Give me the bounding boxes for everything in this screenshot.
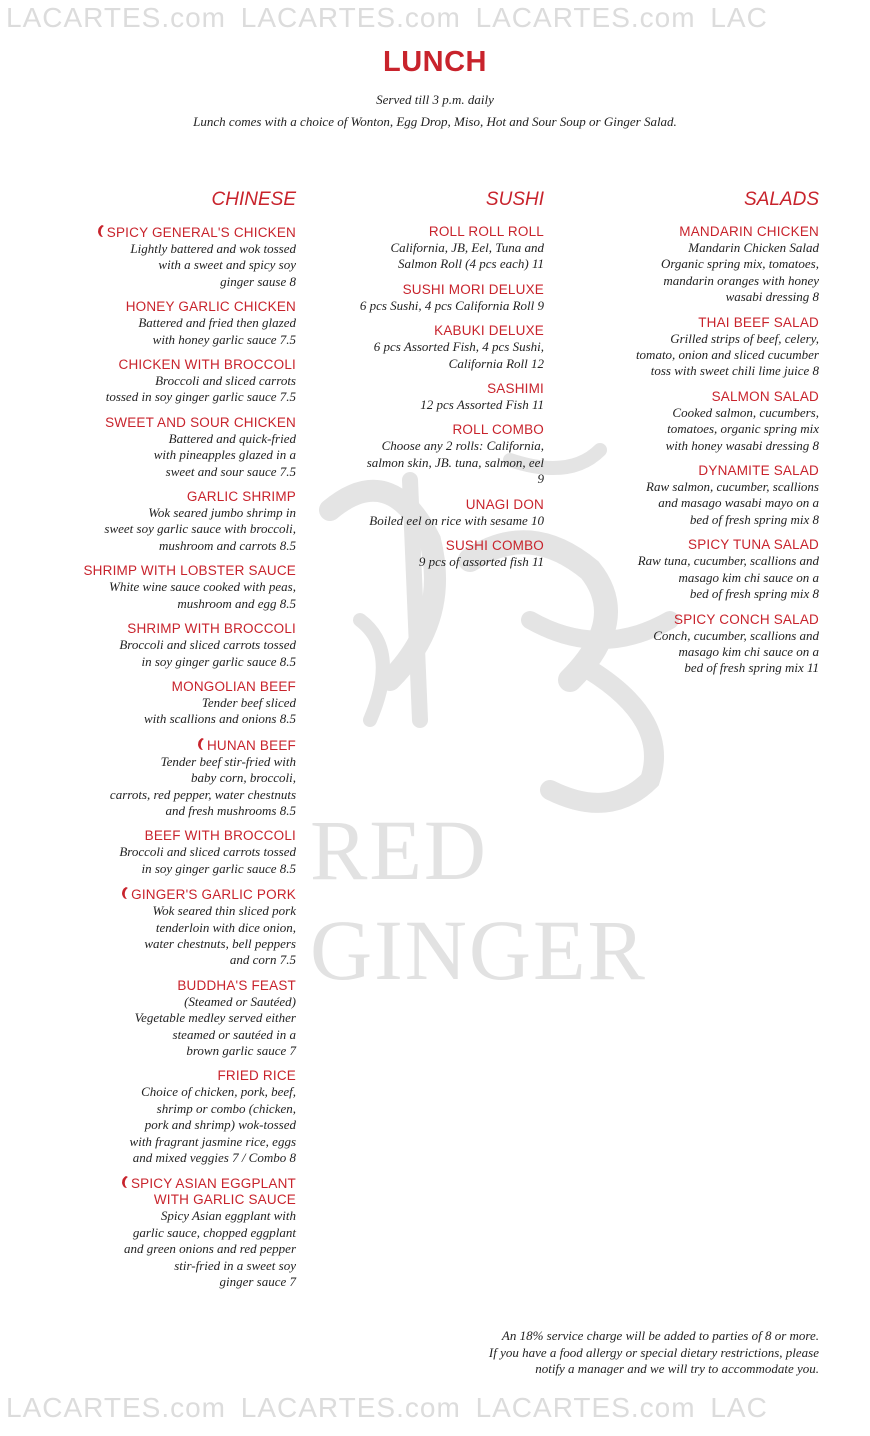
- description-line: Broccoli and sliced carrots: [155, 373, 296, 389]
- chili-pepper-icon: [120, 1175, 129, 1189]
- chili-pepper-icon: [120, 886, 129, 900]
- chinese-section: [40, 188, 296, 1299]
- item-description: [560, 240, 819, 306]
- item-description: [300, 554, 544, 570]
- item-name: SPICY ASIAN EGGPLANT: [130, 1176, 296, 1192]
- description-line: toss with sweet chili lime juice 8: [650, 363, 819, 379]
- item-name: SHRIMP WITH BROCCOLI: [127, 621, 296, 637]
- description-line: with a sweet and spicy soy: [158, 257, 296, 273]
- description-line: tomato, onion and sliced cucumber: [635, 347, 819, 363]
- item-name: MONGOLIAN BEEF: [171, 678, 296, 694]
- description-line: ginger sauce 7: [219, 1274, 296, 1290]
- item-name: SWEET AND SOUR CHICKEN: [105, 414, 296, 430]
- item-description: [40, 579, 296, 612]
- menu-item: [40, 299, 296, 348]
- description-line: and masago wasabi mayo on a: [658, 495, 819, 511]
- section-heading: CHINESE: [211, 189, 296, 210]
- description-line: Wok seared jumbo shrimp in: [148, 505, 296, 521]
- watermark-text: LACARTES.com: [475, 1392, 696, 1423]
- item-name: THAI BEEF SALAD: [698, 314, 819, 330]
- menu-item: [300, 422, 544, 487]
- menu-item: [40, 415, 296, 480]
- description-line: with pineapples glazed in a: [153, 447, 296, 463]
- description-line: Battered and quick-fried: [168, 430, 296, 446]
- chili-pepper-icon: [196, 737, 205, 751]
- description-line: Tender beef stir-fried with: [160, 753, 296, 769]
- menu-item: [40, 1175, 296, 1290]
- menu-item: [40, 621, 296, 670]
- item-name: SPICY GENERAL'S CHICKEN: [106, 225, 296, 240]
- item-description: [560, 331, 819, 380]
- item-description: [560, 628, 819, 677]
- description-line: 12 pcs Assorted Fish 11: [420, 397, 544, 413]
- watermark-text: LACARTES.com: [6, 2, 226, 33]
- description-line: Lightly battered and wok tossed: [130, 241, 296, 256]
- description-line: Cooked salmon, cucumbers,: [672, 404, 819, 420]
- description-line: 9: [537, 471, 544, 487]
- description-line: sweet soy garlic sauce with broccoli,: [104, 521, 296, 537]
- footer-notice: [390, 1328, 819, 1378]
- item-name: HONEY GARLIC CHICKEN: [125, 299, 296, 315]
- allergy-note-continued: notify a manager and we will try to accommodate you.: [535, 1361, 819, 1376]
- description-line: Vegetable medley served either: [134, 1010, 296, 1026]
- section-heading: SUSHI: [485, 189, 544, 210]
- description-line: with fragrant jasmine rice, eggs: [129, 1133, 296, 1149]
- description-line: and corn 7.5: [229, 952, 296, 968]
- watermark-top: [0, 2, 870, 46]
- item-description: [300, 438, 544, 487]
- menu-item: [300, 538, 544, 570]
- chili-pepper-icon: [96, 224, 105, 238]
- description-line: Choose any 2 rolls: California,: [381, 438, 544, 454]
- item-description: [40, 505, 296, 554]
- description-line: bed of fresh spring mix 8: [689, 586, 819, 602]
- description-line: Boiled eel on rice with sesame 10: [369, 512, 544, 528]
- menu-item: [300, 323, 544, 372]
- description-line: shrimp or combo (chicken,: [156, 1100, 296, 1116]
- description-line: in soy ginger garlic sauce 8.5: [141, 653, 296, 669]
- description-line: tomatoes, organic spring mix: [667, 421, 819, 437]
- description-line: with honey wasabi dressing 8: [665, 437, 819, 453]
- item-description: [300, 298, 544, 314]
- description-line: baby corn, broccoli,: [191, 770, 296, 786]
- watermark-text: LACARTES.com: [475, 2, 696, 33]
- description-line: pork and shrimp) wok-tossed: [144, 1117, 296, 1133]
- item-name: BEEF WITH BROCCOLI: [144, 828, 296, 844]
- item-description: [40, 695, 296, 728]
- item-name: FRIED RICE: [217, 1068, 296, 1084]
- menu-item: [560, 463, 819, 528]
- item-description: [560, 553, 819, 602]
- item-name: DYNAMITE SALAD: [698, 463, 819, 479]
- menu-item: [40, 357, 296, 406]
- item-description: [40, 844, 296, 877]
- description-line: tenderloin with dice onion,: [155, 919, 296, 935]
- description-line: in soy ginger garlic sauce 8.5: [141, 860, 296, 876]
- description-line: tossed in soy ginger garlic sauce 7.5: [105, 389, 296, 405]
- menu-item: [300, 282, 544, 314]
- menu-item: [40, 737, 296, 820]
- item-name: SPICY TUNA SALAD: [687, 537, 819, 553]
- item-name: SUSHI MORI DELUXE: [402, 281, 544, 297]
- description-line: water chestnuts, bell peppers: [144, 935, 296, 951]
- description-line: with honey garlic sauce 7.5: [152, 331, 296, 347]
- description-line: 9 pcs of assorted fish 11: [418, 554, 544, 570]
- menu-item: [560, 224, 819, 306]
- item-description: [40, 754, 296, 820]
- item-description: [40, 903, 296, 969]
- description-line: Battered and fried then glazed: [138, 315, 296, 331]
- description-line: Salmon Roll (4 pcs each) 11: [398, 256, 544, 272]
- item-name-continued: WITH GARLIC SAUCE: [153, 1192, 296, 1208]
- description-line: steamed or sautéed in a: [172, 1026, 296, 1042]
- description-line: Broccoli and sliced carrots tossed: [119, 637, 296, 653]
- description-line: bed of fresh spring mix 8: [689, 511, 819, 527]
- item-name: MANDARIN CHICKEN: [679, 224, 819, 239]
- description-line: and mixed veggies 7 / Combo 8: [132, 1150, 296, 1166]
- watermark-text: LACARTES.com: [6, 1392, 226, 1423]
- item-name: BUDDHA'S FEAST: [177, 977, 296, 993]
- description-line: mushroom and carrots 8.5: [159, 537, 296, 553]
- item-description: [40, 1208, 296, 1290]
- item-description: [40, 315, 296, 348]
- description-line: California Roll 12: [448, 355, 544, 371]
- menu-item: [40, 224, 296, 290]
- watermark-text: LACARTES.com: [240, 1392, 461, 1423]
- item-name: GINGER'S GARLIC PORK: [131, 887, 296, 903]
- description-line: Broccoli and sliced carrots tossed: [119, 844, 296, 860]
- watermark-text: LACARTES.com: [240, 2, 461, 33]
- description-line: wasabi dressing 8: [725, 289, 819, 305]
- description-line: bed of fresh spring mix 11: [684, 660, 819, 676]
- section-heading: SALADS: [744, 189, 819, 210]
- description-line: Tender beef sliced: [201, 694, 296, 710]
- description-line: Spicy Asian eggplant with: [160, 1208, 296, 1224]
- service-charge-note: An 18% service charge will be added to parties of 8 or more.: [501, 1328, 819, 1343]
- description-line: Raw tuna, cucumber, scallions and: [637, 553, 819, 569]
- description-line: mandarin oranges with honey: [663, 272, 819, 288]
- watermark-bottom: [0, 1392, 870, 1436]
- item-description: [40, 1084, 296, 1166]
- menu-item: [300, 224, 544, 273]
- item-description: [40, 637, 296, 670]
- item-name: ROLL COMBO: [452, 422, 544, 438]
- item-description: [40, 431, 296, 480]
- item-name: SPICY CONCH SALAD: [674, 611, 819, 627]
- description-line: with scallions and onions 8.5: [143, 711, 296, 727]
- description-line: carrots, red pepper, water chestnuts: [109, 786, 296, 802]
- menu-item: [300, 497, 544, 529]
- description-line: Raw salmon, cucumber, scallions: [646, 479, 819, 495]
- description-line: stir-fried in a sweet soy: [174, 1257, 296, 1273]
- description-line: 6 pcs Sushi, 4 pcs California Roll 9: [359, 297, 544, 313]
- description-line: sweet and sour sauce 7.5: [165, 463, 296, 479]
- item-name: CHICKEN WITH BROCCOLI: [118, 357, 296, 373]
- item-description: [40, 241, 296, 290]
- sushi-section: [300, 188, 544, 579]
- description-line: and green onions and red pepper: [124, 1241, 296, 1257]
- item-description: [40, 373, 296, 406]
- menu-item: [560, 537, 819, 602]
- description-line: Mandarin Chicken Salad: [688, 240, 819, 255]
- description-line: Conch, cucumber, scallions and: [653, 627, 819, 643]
- item-name: SUSHI COMBO: [445, 538, 544, 554]
- item-description: [560, 405, 819, 454]
- item-name: UNAGI DON: [465, 496, 544, 512]
- menu-item: [40, 828, 296, 877]
- description-line: brown garlic sauce 7: [186, 1043, 296, 1058]
- description-line: ginger sause 8: [220, 273, 296, 289]
- watermark-text: LAC: [710, 2, 768, 33]
- item-name: HUNAN BEEF: [206, 737, 296, 753]
- menu-item: [40, 1068, 296, 1166]
- background-brand-text: RED GINGER: [310, 802, 647, 998]
- description-line: garlic sauce, chopped eggplant: [132, 1224, 296, 1240]
- item-description: [300, 240, 544, 273]
- description-line: mushroom and egg 8.5: [177, 595, 296, 611]
- menu-item: [560, 612, 819, 677]
- menu-item: [40, 489, 296, 554]
- description-line: masago kim chi sauce on a: [678, 569, 819, 585]
- menu-item: [40, 563, 296, 612]
- menu-item: [560, 389, 819, 454]
- item-name: KABUKI DELUXE: [434, 323, 544, 339]
- salads-section: [560, 188, 819, 686]
- menu-item: [40, 886, 296, 969]
- description-line: Grilled strips of beef, celery,: [670, 330, 819, 346]
- allergy-note: If you have a food allergy or special dietary restrictions, please: [488, 1344, 819, 1360]
- page-title: LUNCH: [383, 46, 487, 78]
- item-name: ROLL ROLL ROLL: [428, 224, 544, 239]
- description-line: and fresh mushrooms 8.5: [165, 802, 296, 818]
- item-description: [560, 479, 819, 528]
- description-line: masago kim chi sauce on a: [678, 643, 819, 659]
- item-name: GARLIC SHRIMP: [186, 489, 296, 505]
- item-description: [40, 994, 296, 1060]
- description-line: 6 pcs Assorted Fish, 4 pcs Sushi,: [373, 339, 544, 355]
- soup-note: Lunch comes with a choice of Wonton, Egg Drop, Miso, Hot and Sour Soup or Ginger Salad.: [193, 114, 677, 129]
- menu-item: [560, 315, 819, 380]
- description-line: Organic spring mix, tomatoes,: [660, 256, 819, 272]
- description-line: (Steamed or Sautéed): [184, 993, 296, 1009]
- served-note: Served till 3 p.m. daily: [376, 92, 494, 107]
- watermark-text: LAC: [710, 1392, 768, 1423]
- item-name: SHRIMP WITH LOBSTER SAUCE: [83, 563, 296, 579]
- item-description: [300, 339, 544, 372]
- menu-item: [40, 978, 296, 1060]
- description-line: salmon skin, JB. tuna, salmon, eel: [366, 454, 544, 470]
- item-name: SASHIMI: [487, 381, 544, 397]
- description-line: White wine sauce cooked with peas,: [108, 579, 296, 595]
- item-description: [300, 513, 544, 529]
- item-description: [300, 397, 544, 413]
- menu-item: [300, 381, 544, 413]
- menu-item: [40, 679, 296, 728]
- description-line: Choice of chicken, pork, beef,: [141, 1084, 296, 1100]
- description-line: Wok seared thin sliced pork: [152, 903, 296, 919]
- item-name: SALMON SALAD: [711, 388, 819, 404]
- description-line: California, JB, Eel, Tuna and: [390, 240, 544, 255]
